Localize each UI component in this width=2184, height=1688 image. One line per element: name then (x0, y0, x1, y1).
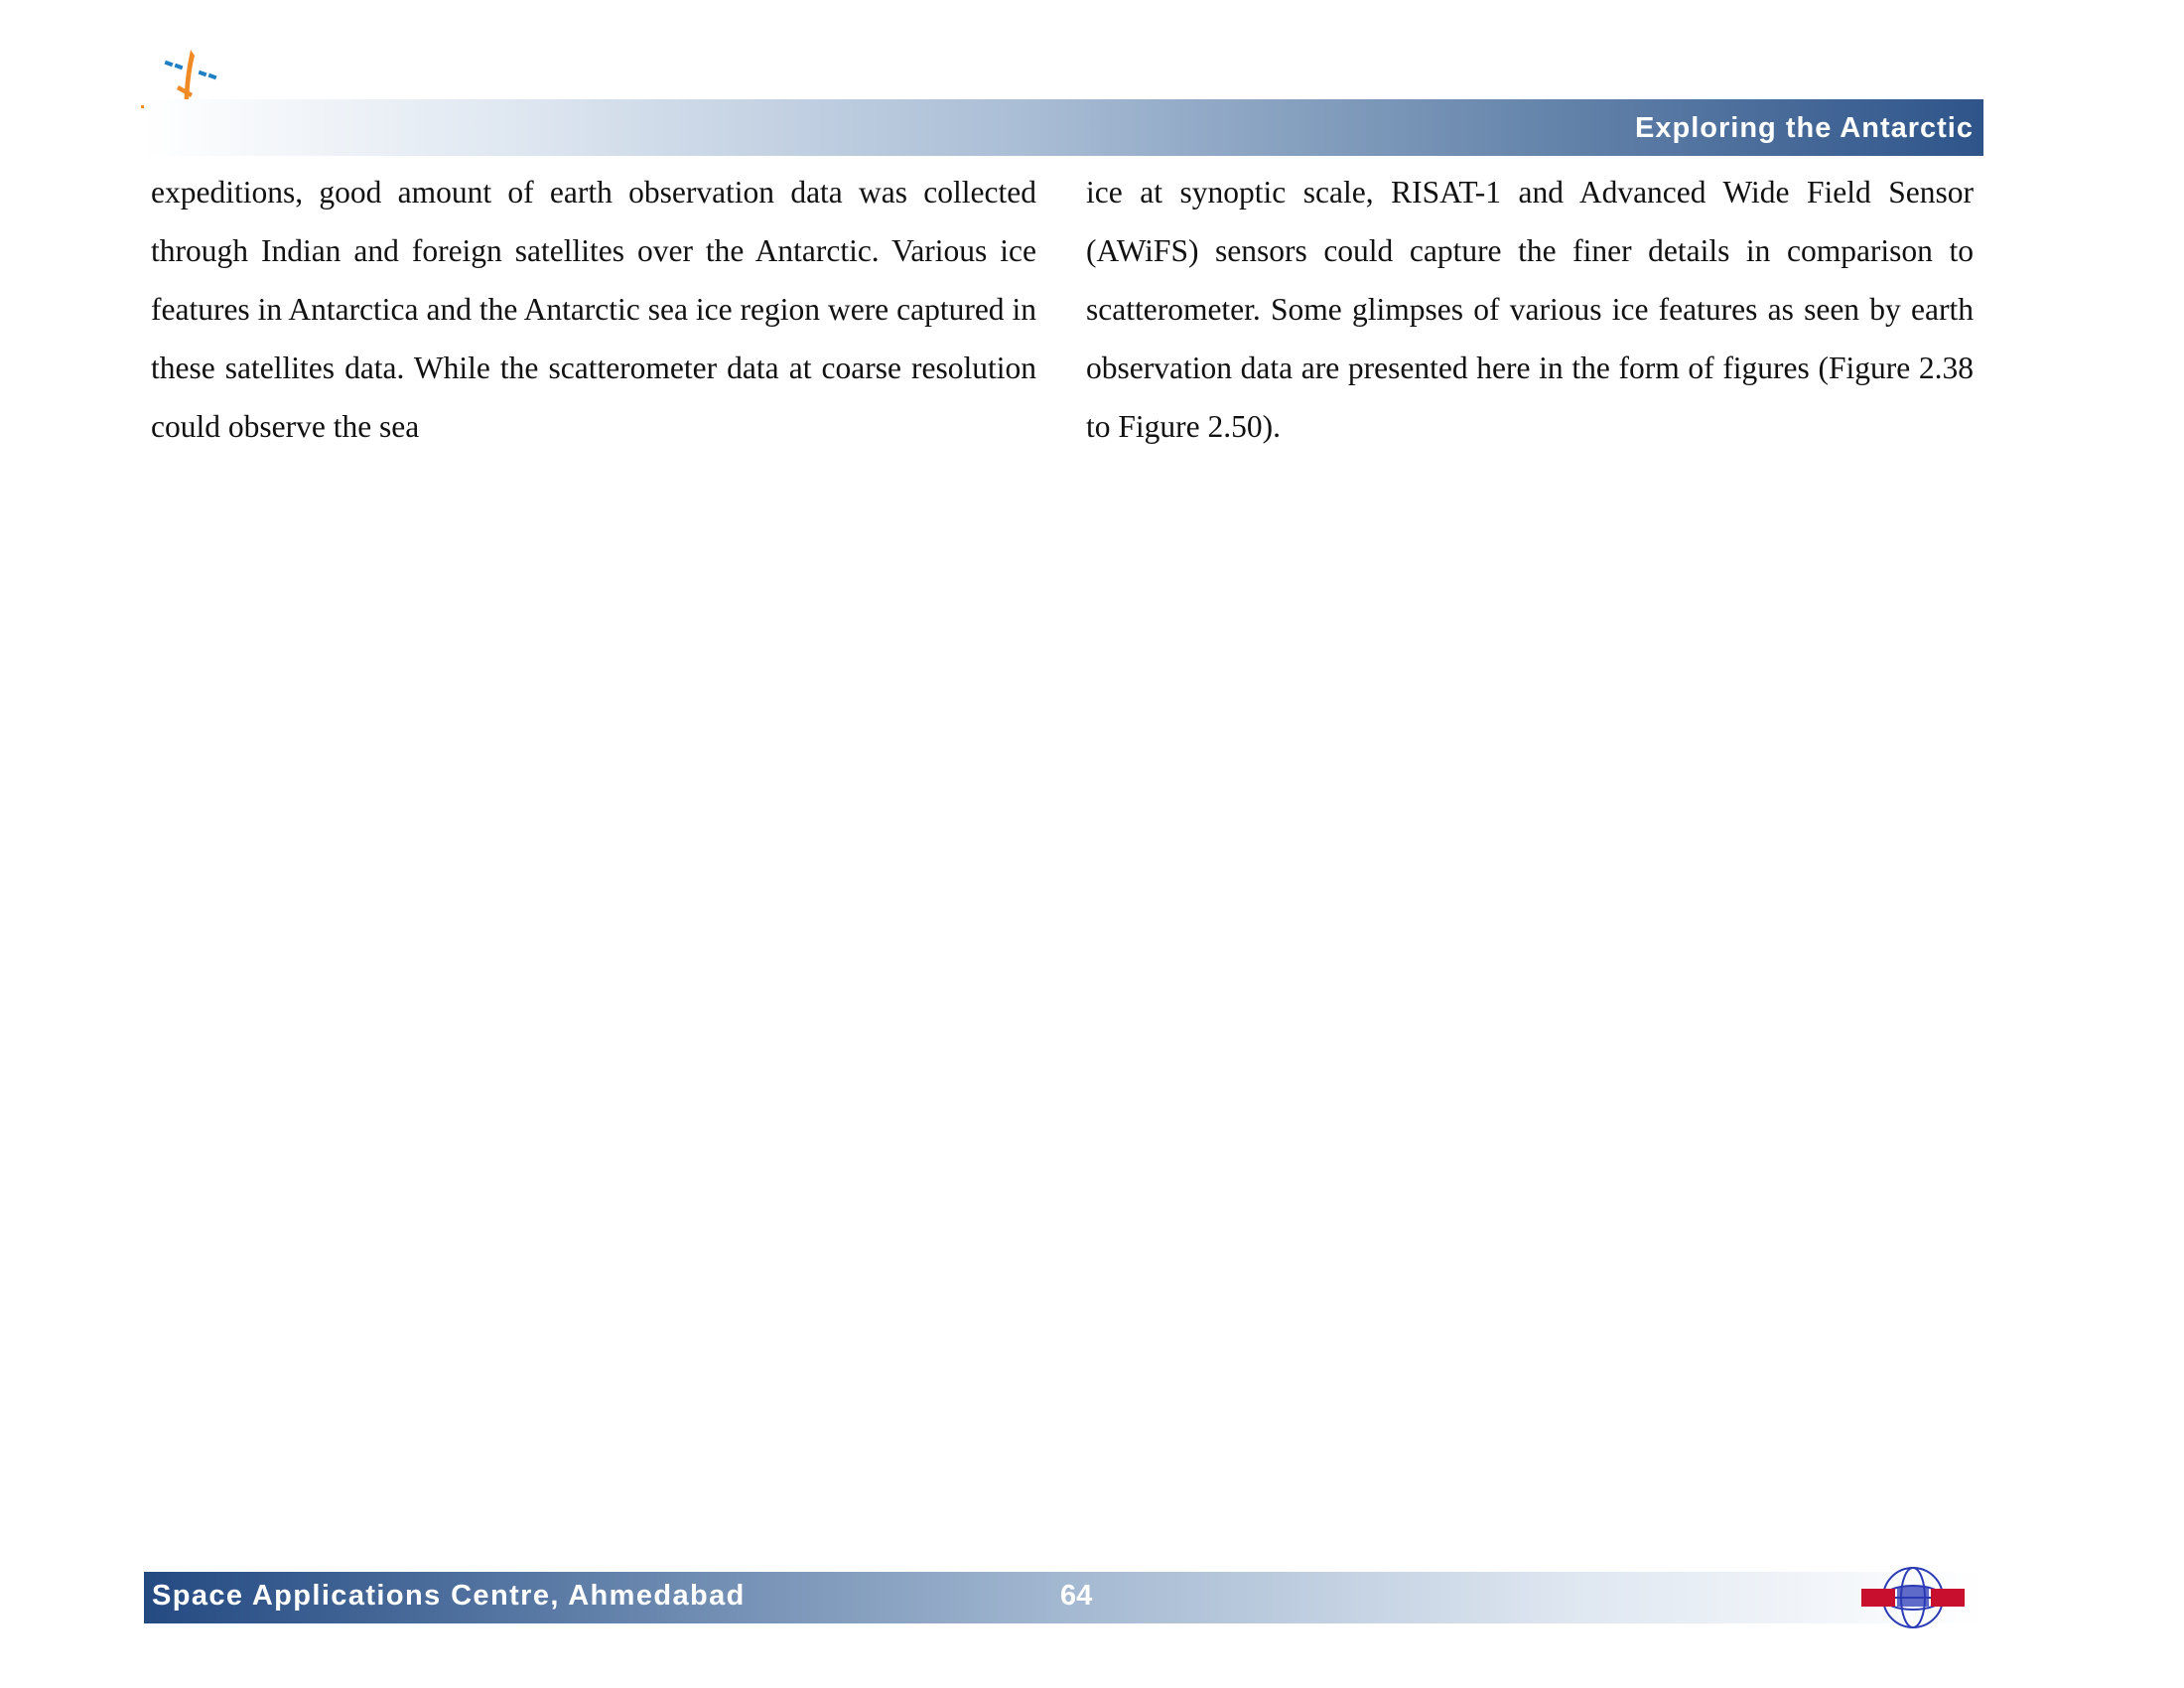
header-banner (144, 99, 1983, 156)
page-number: 64 (1060, 1580, 1093, 1612)
body-paragraph-right: ice at synoptic scale, RISAT-1 and Advanced Wide Field Sensor (AWiFS) sensors could capture the finer details in comparison to scatterometer. Some glimpses of various ice features as seen by earth observation data are presented here in the form of figures (Figure 2.38 to Figure 2.50). (1086, 175, 1974, 444)
running-header-title: Exploring the Antarctic (1635, 112, 1974, 144)
footer-organization: Space Applications Centre, Ahmedabad (152, 1580, 746, 1612)
body-column-right (1086, 163, 1974, 456)
footer-banner (144, 1572, 1983, 1623)
body-paragraph-left: expeditions, good amount of earth observation data was collected through Indian and foreign satellites over the Antarctic. Various ice features in Antarctica and the Antarctic sea ice region were captured in these satellites data. While the scatterometer data at coarse resolution could observe the sea (151, 175, 1036, 444)
body-column-left (151, 163, 1036, 456)
sac-logo (1859, 1565, 1971, 1630)
